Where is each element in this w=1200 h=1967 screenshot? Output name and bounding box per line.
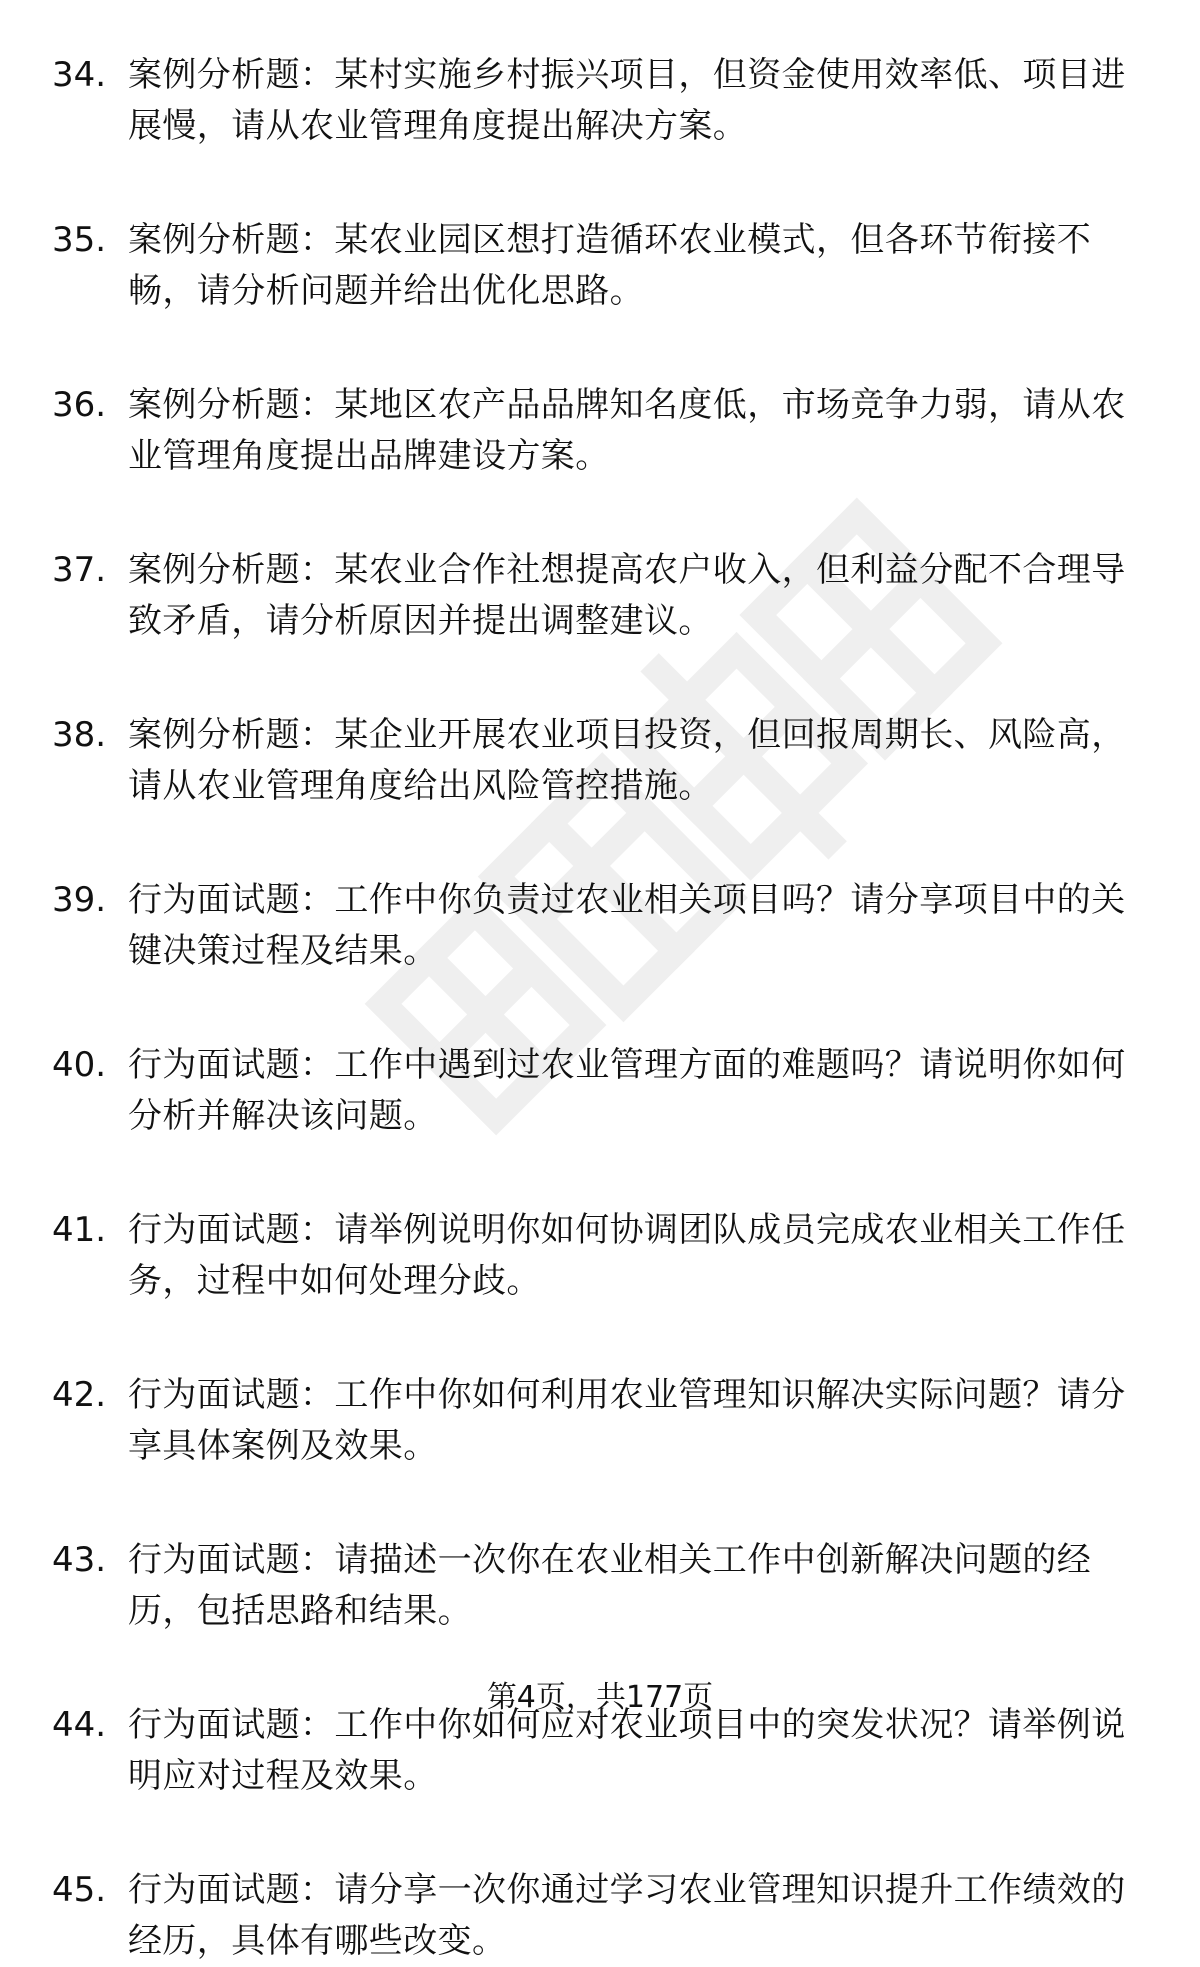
question-item [52,875,1142,977]
question-item [52,1535,1142,1637]
question-text: 行为面试题：请分享一次你通过学习农业管理知识提升工作绩效的经历，具体有哪些改变。 [128,1870,1126,1961]
question-number: 42. [52,1375,107,1415]
question-text: 行为面试题：工作中你负责过农业相关项目吗？请分享项目中的关键决策过程及结果。 [128,880,1126,971]
question-item [52,545,1142,647]
question-text: 案例分析题：某企业开展农业项目投资，但回报周期长、风险高，请从农业管理角度给出风险管控措施。 [128,715,1126,806]
question-number: 35. [52,220,107,260]
question-text: 行为面试题：请描述一次你在农业相关工作中创新解决问题的经历，包括思路和结果。 [128,1540,1092,1631]
question-number: 44. [52,1705,107,1745]
question-number: 39. [52,880,107,920]
question-text: 行为面试题：工作中你如何利用农业管理知识解决实际问题？请分享具体案例及效果。 [128,1375,1126,1466]
question-text: 行为面试题：请举例说明你如何协调团队成员完成农业相关工作任务，过程中如何处理分歧。 [128,1210,1126,1301]
question-number: 37. [52,550,107,590]
question-item [52,50,1142,152]
question-item [52,215,1142,317]
question-item [52,1865,1142,1967]
question-text: 案例分析题：某地区农产品品牌知名度低，市场竞争力弱，请从农业管理角度提出品牌建设方案。 [128,385,1126,476]
question-number: 40. [52,1045,107,1085]
question-number: 45. [52,1870,107,1910]
question-item [52,1370,1142,1472]
question-item [52,380,1142,482]
question-number: 36. [52,385,107,425]
question-number: 34. [52,55,107,95]
question-number: 38. [52,715,107,755]
page-footer: 第4页，共177页 [486,1680,714,1715]
question-number: 43. [52,1540,107,1580]
question-item [52,1205,1142,1307]
question-text: 案例分析题：某农业园区想打造循环农业模式，但各环节衔接不畅，请分析问题并给出优化思路。 [128,220,1092,311]
question-number: 41. [52,1210,107,1250]
question-text: 案例分析题：某农业合作社想提高农户收入，但利益分配不合理导致矛盾，请分析原因并提出调整建议。 [128,550,1126,641]
question-text: 行为面试题：工作中遇到过农业管理方面的难题吗？请说明你如何分析并解决该问题。 [128,1045,1126,1136]
question-item [52,710,1142,812]
question-text: 案例分析题：某村实施乡村振兴项目，但资金使用效率低、项目进展慢，请从农业管理角度提出解决方案。 [128,55,1126,146]
question-text: 行为面试题：工作中你如何应对农业项目中的突发状况？请举例说明应对过程及效果。 [128,1705,1126,1796]
question-item [52,1040,1142,1142]
